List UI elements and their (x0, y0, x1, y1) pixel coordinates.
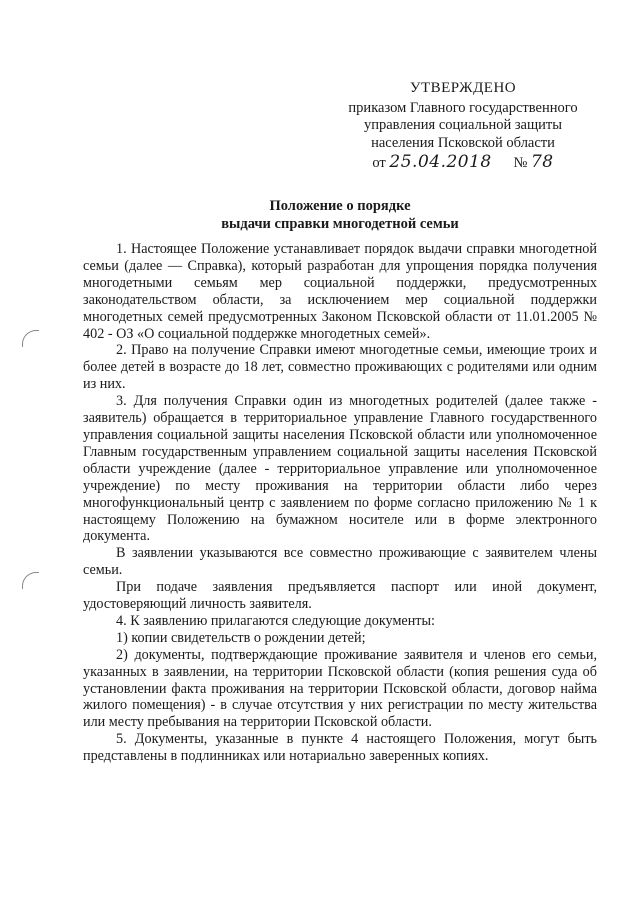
approval-date-line (318, 154, 608, 173)
paragraph-4: В заявлении указываются все совместно проживающие с заявителем члены семьи. (83, 545, 597, 579)
title-line-2: выдачи справки многодетной семьи (221, 216, 459, 232)
document-title (90, 197, 590, 233)
paragraph-7: 1) копии свидетельств о рождении детей; (116, 629, 366, 646)
date-prefix: от (372, 155, 386, 171)
paragraph-2: 2. Право на получение Справки имеют многодетные семьи, имеющие троих и более детей в возрасте до 18 лет, совместно проживающих с родителями или одним из них. (83, 342, 597, 393)
approval-line-2: управления социальной защиты (363, 117, 562, 133)
title-line-1: Положение о порядке (269, 198, 411, 214)
paragraph-6: 4. К заявлению прилагаются следующие документы: (116, 612, 435, 629)
paragraph-8: 2) документы, подтверждающие проживание заявителя и членов его семьи, указанных в заявлении, на территории Псковской области (копия решения суда об установлении факта проживания на территории Псковской области, договор найма жилого помещения) - в случае отсутствия у них регистрации по месту жительства или месту пребывания на территории Псковской области. (83, 646, 597, 731)
approval-heading: УТВЕРЖДЕНО (409, 80, 517, 96)
approval-block (318, 80, 608, 173)
paragraph-9: 5. Документы, указанные в пункте 4 настоящего Положения, могут быть представлены в подлинниках или нотариально заверенных копиях. (83, 731, 597, 765)
handwritten-date: 25.04.2018 (389, 152, 492, 172)
approval-line-3: населения Псковской области (371, 134, 555, 151)
scan-hole-mark (22, 330, 39, 347)
handwritten-number: 78 (530, 152, 554, 172)
paragraph-5: При подаче заявления предъявляется паспорт или иной документ, удостоверяющий личность заявителя. (83, 579, 597, 613)
paragraph-3: 3. Для получения Справки один из многодетных родителей (далее также - заявитель) обращается в территориальное управление Главного государственного управления социальной защиты населения Псковской области или уполномоченное Главным государственным управлением социальной защиты населения Псковской области учреждение (далее - территориальное управление или уполномоченное учреждение) по месту проживания на территории области либо через многофункциональный центр с заявлением по форме согласно приложению № 1 к настоящему Положению на бумажном носителе или в форме электронного документа. (83, 393, 597, 545)
scan-hole-mark (22, 572, 39, 589)
paragraph-1: 1. Настоящее Положение устанавливает порядок выдачи справки многодетной семьи (далее — Справка), который разработан для упрощения порядка получения многодетными семьям мер социальной поддержки, предусмотренных законодательством области, за исключением мер социальной поддержки многодетных семей предусмотренных Законом Псковской области от 11.01.2005 № 402 - ОЗ «О социальной поддержке многодетных семей». (83, 241, 597, 342)
number-prefix: № (513, 155, 528, 171)
approval-line-1: приказом Главного государственного (348, 99, 578, 116)
document-body (83, 241, 597, 765)
